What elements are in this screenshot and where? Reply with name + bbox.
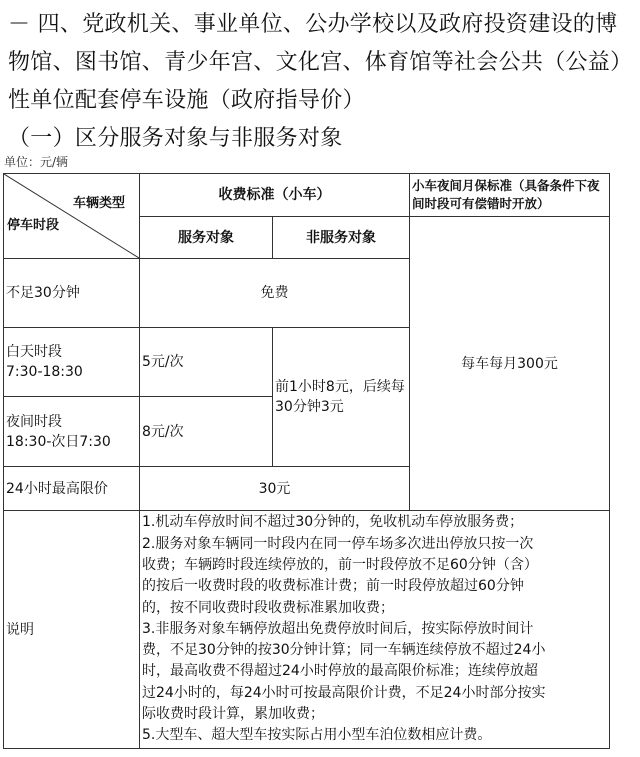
note-line: 1.机动车停放时间不超过30分钟的，免收机动车停放服务费； — [142, 514, 524, 531]
note-line: 的，按不同收费时段收费标准累加收费； — [142, 599, 394, 616]
night-period-name: 夜间时段 — [6, 413, 62, 430]
note-line: 际收费时段计算，累加收费； — [142, 706, 324, 723]
row-max24-value: 30元 — [140, 467, 410, 511]
note-line: 3.非服务对象车辆停放超出免费停放时间后，按实际停放时间计 — [142, 620, 534, 637]
note-line: 的按后一收费时段的收费标准计费；前一时段停放超过60分钟 — [142, 578, 524, 595]
row-under30-value: 免费 — [140, 259, 410, 328]
day-period-name: 白天时段 — [6, 344, 62, 360]
heading-line-1: － 四、党政机关、事业单位、公办学校以及政府投资建设的博 — [8, 12, 618, 37]
night-period-time: 18:30-次日7:30 — [6, 433, 111, 450]
note-line: 费，不足30分钟的按30分钟计算；同一车辆连续停放不超过24小 — [142, 642, 546, 659]
note-line: 2.服务对象车辆同一时段内在同一停车场多次进出停放只按一次 — [142, 535, 534, 552]
monthly-value: 每车每月300元 — [410, 217, 610, 511]
row-under30-label: 不足30分钟 — [4, 259, 140, 328]
notes-cell — [140, 511, 610, 749]
col-nonservice-header: 非服务对象 — [273, 217, 410, 259]
day-period-time: 7:30-18:30 — [6, 364, 83, 380]
heading-line-3: 性单位配套停车设施（政府指导价） — [8, 88, 365, 113]
row-night-label — [4, 397, 140, 467]
col-service-header: 服务对象 — [140, 217, 273, 259]
row-max24-label: 24小时最高限价 — [4, 467, 140, 511]
row-day-label — [4, 328, 140, 397]
fee-standard-header: 收费标准（小车） — [140, 174, 410, 217]
notes-label: 说明 — [4, 511, 140, 749]
header-corner-cell — [4, 174, 140, 259]
corner-parking-period: 停车时段 — [7, 218, 60, 233]
row-night-service: 8元/次 — [140, 397, 273, 467]
unit-label: 单位：元/辆 — [4, 155, 69, 169]
note-line: 过24小时的，每24小时可按最高限价计费，不足24小时部分按实 — [142, 684, 546, 701]
heading-line-2: 物馆、图书馆、青少年宫、文化宫、体育馆等社会公共（公益） — [8, 50, 633, 75]
parking-fee-table — [3, 173, 610, 749]
row-day-service: 5元/次 — [140, 328, 273, 397]
note-line: 收费；车辆跨时段连续停放的，前一时段停放不足60分钟（含） — [142, 556, 538, 573]
section-subheading: （一）区分服务对象与非服务对象 — [8, 126, 343, 151]
corner-vehicle-type: 车辆类型 — [72, 196, 125, 211]
note-line: 5.大型车、超大型车按实际占用小型车泊位数相应计费。 — [142, 727, 492, 744]
monthly-header: 小车夜间月保标准（具备条件下夜间时段可有偿错时开放） — [410, 174, 610, 217]
note-line: 时，最高收费不得超过24小时停放的最高限价标准；连续停放超 — [142, 663, 538, 680]
nonservice-day-night: 前1小时8元，后续每30分钟3元 — [273, 328, 410, 467]
